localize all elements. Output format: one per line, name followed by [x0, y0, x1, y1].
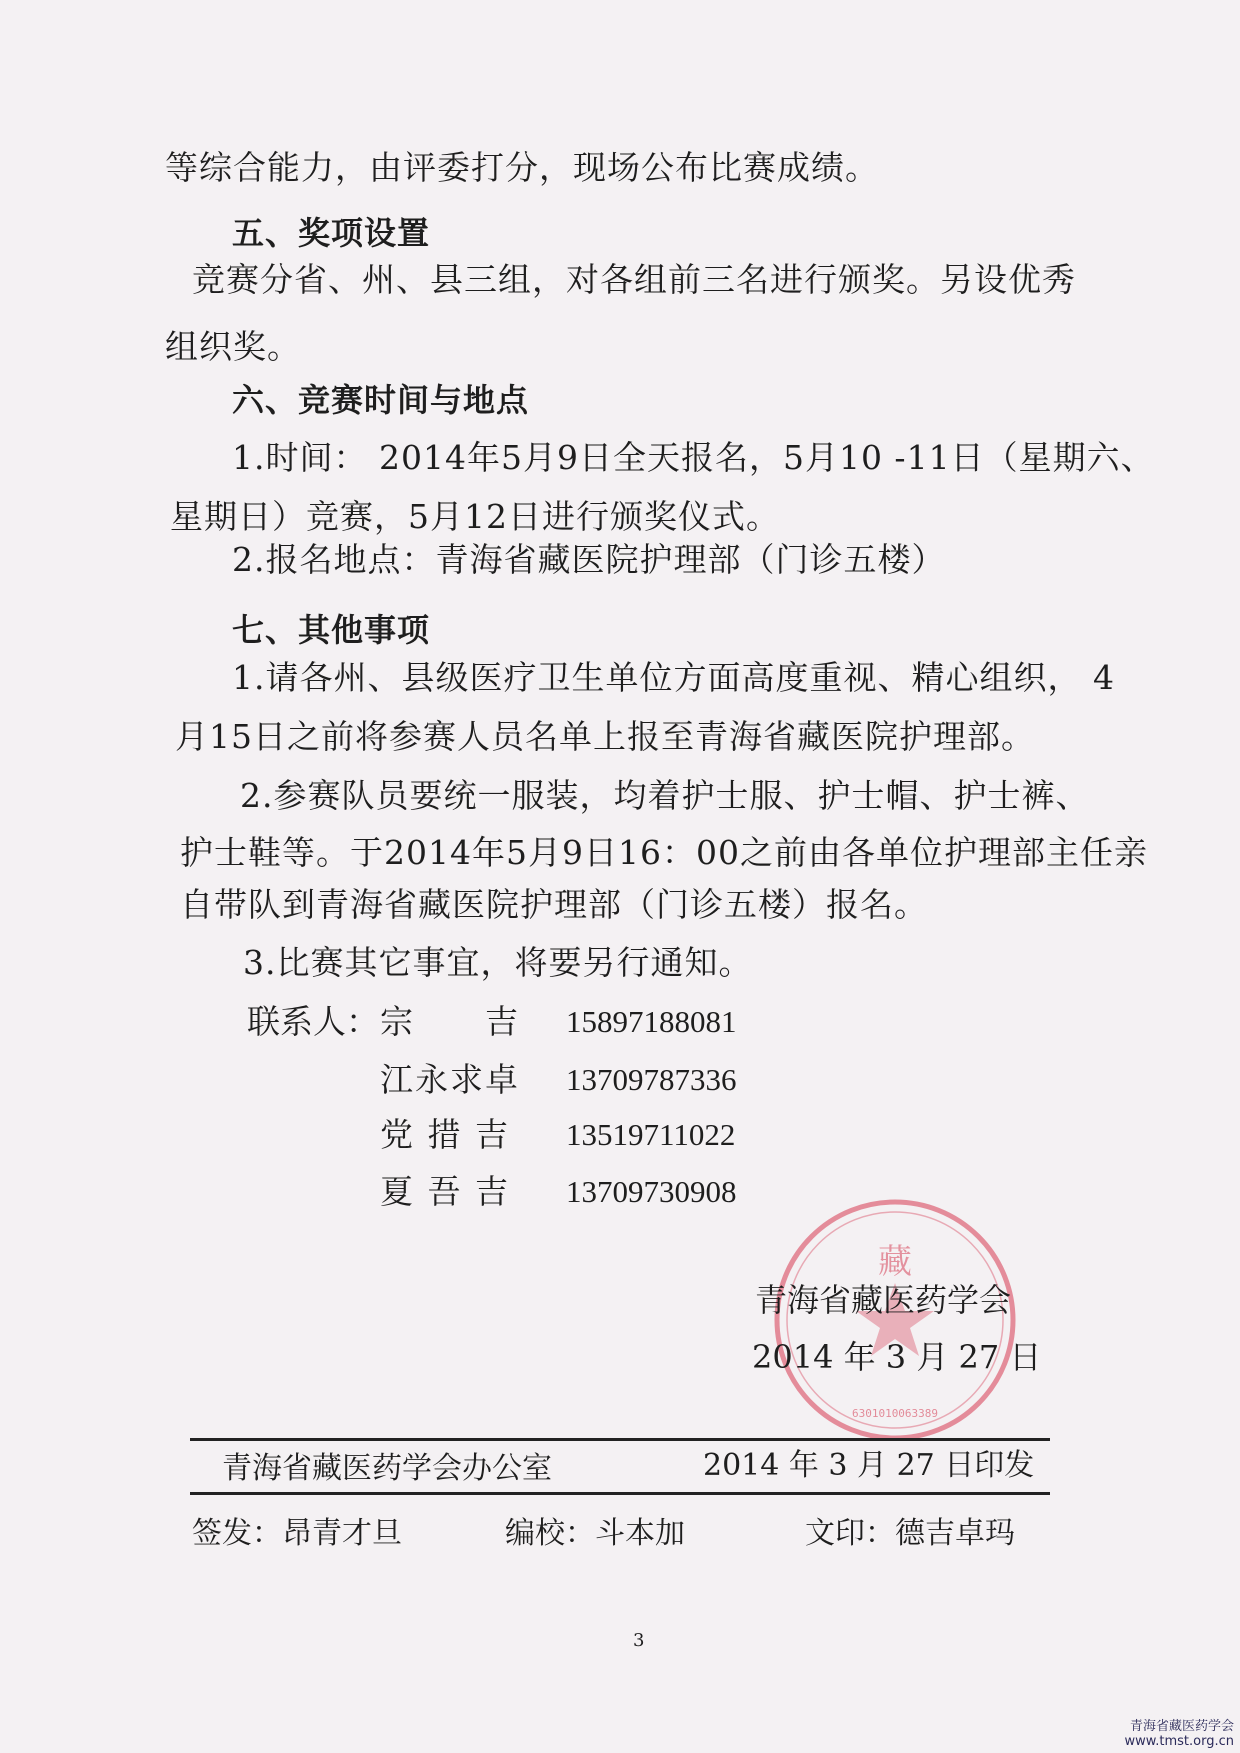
site-watermark	[1125, 1719, 1234, 1749]
awards-text-line2: 组织奖。	[165, 327, 301, 366]
other-1-line1: 1.请各州、县级医疗卫生单位方面高度重视、精心组织， 4	[232, 658, 1115, 697]
footer-signed-by: 签发：昂青才旦	[192, 1516, 402, 1551]
time-text-line1: 1.时间： 2014年5月9日全天报名，5月10 -11日（星期六、	[232, 438, 1155, 477]
other-1-line2: 月15日之前将参赛人员名单上报至青海省藏医院护理部。	[175, 717, 1035, 756]
contact-phone: 13709730908	[566, 1174, 737, 1209]
time-text-line2: 星期日）竞赛，5月12日进行颁奖仪式。	[170, 497, 780, 536]
contact-phone: 13519711022	[566, 1117, 736, 1152]
heading-awards: 五、奖项设置	[232, 214, 431, 252]
stamp-center-text: 藏	[878, 1242, 912, 1282]
official-seal-stamp	[770, 1195, 1020, 1445]
footer-printed-by: 文印：德吉卓玛	[805, 1516, 1015, 1551]
paragraph-continuation: 等综合能力，由评委打分，现场公布比赛成绩。	[165, 148, 879, 187]
signature-date: 2014 年 3 月 27 日	[752, 1338, 1042, 1376]
signature-org: 青海省藏医药学会	[755, 1281, 1012, 1319]
other-2-line1: 2.参赛队员要统一服装，均着护士服、护士帽、护士裤、	[240, 776, 1090, 815]
awards-text-line1: 竞赛分省、州、县三组，对各组前三名进行颁奖。另设优秀	[192, 260, 1076, 299]
other-2-line2: 护士鞋等。于2014年5月9日16：00之前由各单位护理部主任亲	[180, 833, 1148, 872]
contact-name: 夏 吾 吉	[380, 1172, 510, 1211]
footer-edited-by: 编校：斗本加	[505, 1516, 685, 1551]
contact-phone: 13709787336	[566, 1062, 737, 1097]
other-3: 3.比赛其它事宜，将要另行通知。	[243, 943, 753, 982]
page-number: 3	[633, 1630, 645, 1651]
footer-rule-top	[190, 1438, 1050, 1441]
registration-place: 2.报名地点：青海省藏医院护理部（门诊五楼）	[232, 540, 946, 579]
contact-phone: 15897188081	[566, 1004, 737, 1039]
heading-other-matters: 七、其他事项	[232, 611, 431, 649]
contact-label: 联系人：	[247, 1002, 379, 1041]
footer-issue-date: 2014 年 3 月 27 日印发	[703, 1448, 1035, 1483]
other-2-line3: 自带队到青海省藏医院护理部（门诊五楼）报名。	[180, 885, 928, 924]
heading-time-place: 六、竞赛时间与地点	[232, 381, 530, 419]
contact-name: 党 措 吉	[380, 1115, 510, 1154]
watermark-title: 青海省藏医药学会	[1129, 1719, 1234, 1734]
footer-rule-bottom	[190, 1492, 1050, 1495]
contact-name: 江永求卓	[380, 1060, 520, 1099]
footer-office: 青海省藏医药学会办公室	[222, 1451, 552, 1486]
watermark-url: www.tmst.org.cn	[1124, 1734, 1234, 1749]
contact-name: 宗 吉	[380, 1002, 520, 1041]
stamp-serial: 6301010063389	[851, 1407, 939, 1420]
